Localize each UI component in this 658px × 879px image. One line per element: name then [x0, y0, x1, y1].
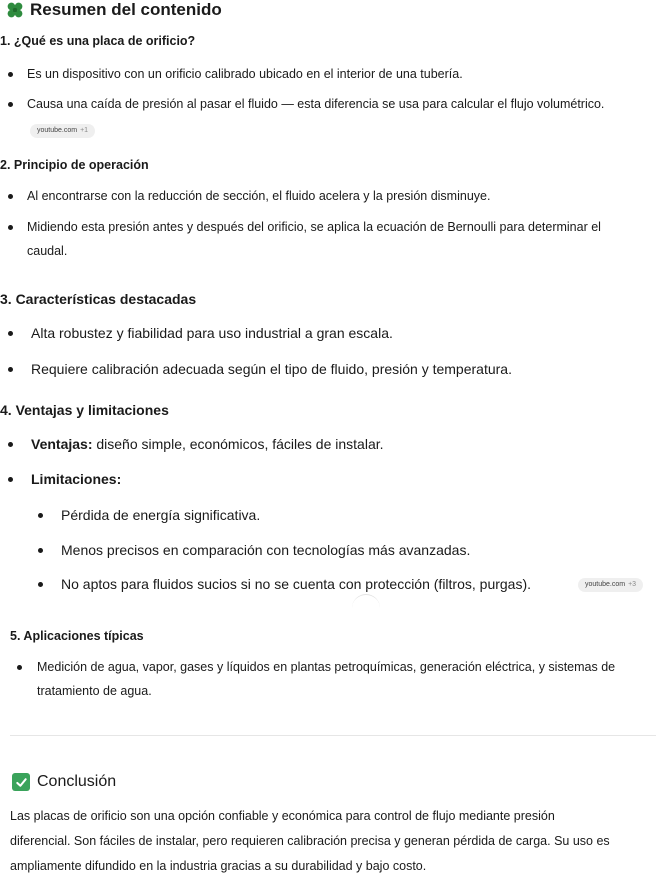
- conclusion-title: Conclusión: [37, 773, 117, 790]
- section-heading: 1. ¿Qué es una placa de orificio?: [0, 34, 196, 48]
- list-item: Alta robustez y fiabilidad para uso industrial a gran escala.: [31, 325, 393, 341]
- bullet-dot: [8, 225, 13, 230]
- section-divider: [10, 735, 656, 736]
- conclusion-line: Las placas de orificio son una opción confiable y económica para control de flujo mediante presión: [10, 809, 555, 823]
- list-item: Al encontrarse con la reducción de sección, el fluido acelera y la presión disminuye.: [27, 189, 491, 203]
- ventajas-text: diseño simple, económicos, fáciles de instalar.: [92, 436, 384, 452]
- conclusion-paragraph: [10, 804, 650, 879]
- list-item-continuation: tratamiento de agua.: [37, 684, 152, 698]
- bullet-dot: [8, 442, 13, 447]
- clover-icon: [6, 1, 24, 19]
- section-heading: 4. Ventajas y limitaciones: [0, 402, 169, 418]
- summary-title: Resumen del contenido: [30, 0, 222, 19]
- limitaciones-label: Limitaciones:: [31, 471, 122, 487]
- section-heading: 3. Características destacadas: [0, 291, 197, 307]
- conclusion-header: [12, 773, 116, 791]
- conclusion-line: ampliamente difundido en la industria gracias a su durabilidad y bajo costo.: [10, 859, 427, 873]
- summary-header: [6, 0, 222, 20]
- conclusion-line: diferencial. Son fáciles de instalar, pero requieren calibración precisa y generan pérdida de carga. Su uso es: [10, 834, 610, 848]
- bullet-dot: [8, 102, 13, 107]
- check-mark-icon: [12, 773, 30, 791]
- sub-list-item: No aptos para fluidos sucios si no se cuenta con protección (filtros, purgas).: [61, 576, 532, 592]
- list-item-continuation: caudal.: [27, 244, 68, 258]
- bullet-dot: [38, 548, 43, 553]
- list-item: Medición de agua, vapor, gases y líquidos en plantas petroquímicas, generación eléctrica, y sistemas de: [37, 660, 616, 674]
- sub-list-item: Pérdida de energía significativa.: [61, 507, 261, 523]
- list-item-limitaciones: [31, 467, 121, 491]
- bullet-dot: [8, 367, 13, 372]
- source-label: youtube.com: [585, 580, 626, 588]
- sub-list-item: Menos precisos en comparación con tecnologías más avanzadas.: [61, 542, 471, 558]
- bullet-dot: [38, 582, 43, 587]
- section-heading: 5. Aplicaciones típicas: [10, 629, 144, 643]
- bullet-dot: [38, 513, 43, 518]
- source-chip[interactable]: [578, 578, 643, 592]
- source-chip[interactable]: [30, 124, 95, 138]
- bullet-dot: [8, 477, 13, 482]
- bullet-dot: [17, 665, 22, 670]
- list-item: Causa una caída de presión al pasar el fluido — esta diferencia se usa para calcular el flujo volumétrico.: [27, 97, 605, 111]
- ventajas-label: Ventajas:: [31, 436, 93, 452]
- list-item: Requiere calibración adecuada según el tipo de fluido, presión y temperatura.: [31, 361, 512, 377]
- list-item: Midiendo esta presión antes y después del orificio, se aplica la ecuación de Bernoulli para determinar el: [27, 220, 601, 234]
- source-count: +1: [80, 126, 89, 134]
- bullet-dot: [8, 72, 13, 77]
- source-label: youtube.com: [37, 126, 78, 134]
- section-heading: 2. Principio de operación: [0, 158, 149, 172]
- scroll-hint-arc: [352, 594, 380, 609]
- bullet-dot: [8, 331, 13, 336]
- source-count: +3: [628, 580, 637, 588]
- list-item-ventajas: [31, 432, 384, 456]
- bullet-dot: [8, 194, 13, 199]
- list-item: Es un dispositivo con un orificio calibrado ubicado en el interior de una tubería.: [27, 67, 463, 81]
